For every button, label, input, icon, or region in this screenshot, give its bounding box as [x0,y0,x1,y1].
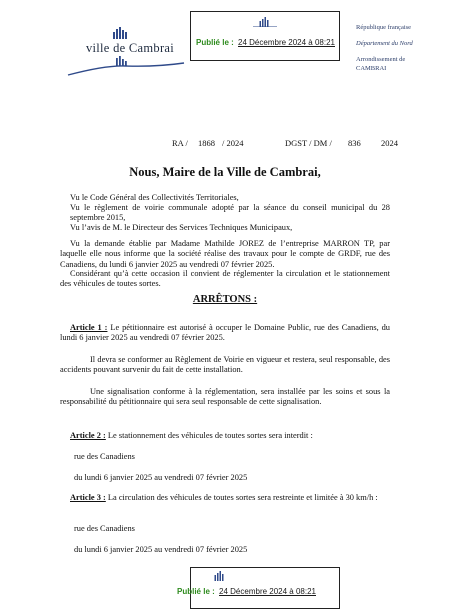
article-3-street: rue des Canadiens [74,524,135,533]
visa-cgct: Vu le Code Général des Collectivités Territoriales, [70,193,239,202]
logo-swoosh [66,55,186,77]
article-3-text: La circulation des véhicules de toutes sortes sera restreinte et limitée à 30 km/h : [107,493,378,502]
page-title: Nous, Maire de la Ville de Cambrai, [129,165,321,179]
city-logo-text: ville de Cambrai [85,41,175,55]
article-2-label: Article 2 : [70,431,106,440]
article-2 [60,431,390,441]
city-crest-icon [97,27,143,41]
republique-label: République française [356,24,412,31]
article-2-street: rue des Canadiens [74,452,135,461]
dgst-ref: DGST / DM / [285,138,332,148]
footer-stamp-crest-icon [208,571,232,581]
article-3 [60,493,390,503]
footer-published-date: 24 Décembre 2024 à 08:21 [219,587,316,596]
article-3-label: Article 3 : [70,493,106,502]
visa-directeur: Vu l’avis de M. le Directeur des Services Techniques Municipaux, [70,223,293,232]
demande-paragraph: Vu la demande établie par Madame Mathilde JOREZ de l’entreprise MARRON TP, par laquelle elle nous informe que la société réalise des travaux pour le compte de GRDF, rue des Canadiens, du lundi 6 janvier 2025 au vendredi 07 février 2025. [60,239,390,269]
arretons-heading: ARRÊTONS : [192,294,258,305]
footer-published-line [177,587,316,596]
article-1-text: Le pétitionnaire est autorisé à occuper le Domaine Public, rue des Canadiens, du lundi 6 janvier 2025 au vendredi 07 février 2025. [60,323,390,343]
visa-reglement: Vu le règlement de voirie communale adopté par la séance du conseil municipal du 28 septembre 2015, [70,203,390,223]
article-1-label: Article 1 : [70,323,108,332]
article-1 [60,323,390,344]
published-date: 24 Décembre 2024 à 08:21 [238,38,335,47]
footer-published-label: Publié le : [177,587,215,596]
dgst-year: 2024 [381,138,398,148]
stamp-crest-icon [253,17,277,27]
article-1-signalisation: Une signalisation conforme à la réglementation, sera installée par les soins et sous la responsabilité du pétitionnaire qui sera seul responsable de cette signalisation. [60,387,390,407]
arrondissement-label: Arrondissement de CAMBRAI [356,56,406,72]
article-3-dates: du lundi 6 janvier 2025 au vendredi 07 février 2025 [74,545,248,554]
departement-label: Département du Nord [356,40,413,47]
article-1-responsibility: Il devra se conformer au Règlement de Voirie en vigueur et restera, seul responsable, des accidents pouvant survenir du fait de cette installation. [60,355,390,375]
considerant-paragraph: Considérant qu’à cette occasion il convient de réglementer la circulation et le stationnement des véhicules de toutes sortes. [60,269,390,289]
published-label: Publié le : [196,38,234,47]
published-line [196,38,335,47]
ra-year: / 2024 [222,138,244,148]
ra-prefix: RA / [172,138,188,148]
article-2-dates: du lundi 6 janvier 2025 au vendredi 07 février 2025 [74,473,248,482]
dgst-number: 836 [348,138,361,148]
ra-number: 1868 [198,138,215,148]
article-2-text: Le stationnement des véhicules de toutes sortes sera interdit : [107,431,313,440]
